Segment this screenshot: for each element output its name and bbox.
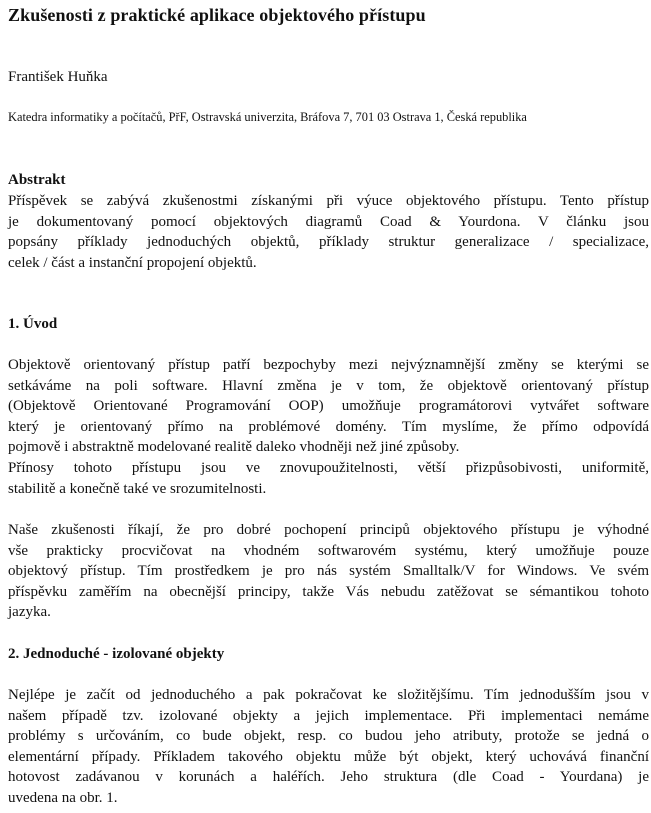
abstract-paragraph	[8, 191, 649, 273]
paragraph-line: stabilitě a konečně také ve srozumitelnosti.	[8, 480, 267, 497]
section-1-paragraph-3	[8, 520, 649, 623]
section-1-paragraph-2	[8, 458, 649, 499]
abstract-heading: Abstrakt	[8, 172, 66, 188]
paragraph-line: našem případě tzv. izolované objekty a jejich implementace. Při implementaci nemáme	[8, 707, 649, 724]
section-1-heading: 1. Úvod	[8, 316, 58, 332]
paper-title: Zkušenosti z praktické aplikace objektového přístupu	[8, 5, 426, 25]
paragraph-line: hotovost zadávanou v korunách a haléřích. Jeho struktura (dle Coad - Yourdana) je	[8, 769, 649, 785]
author-name: František Huňka	[8, 69, 108, 85]
paragraph-line: (Objektově Orientované Programování OOP) umožňuje programátorovi vytvářet software	[8, 398, 649, 414]
paragraph-line: Naše zkušenosti říkají, že pro dobré pochopení principů objektového přístupu je výhodné	[8, 522, 649, 538]
paragraph-line: Objektově orientovaný přístup patří bezpochyby mezi nejvýznamnější změny se kterými se	[8, 357, 649, 373]
paragraph-line: který je orientovaný přímo na problémové domény. Tím myslíme, že přímo odpovídá	[8, 418, 649, 435]
author-affiliation: Katedra informatiky a počítačů, PřF, Ostravská univerzita, Bráfova 7, 701 03 Ostrava 1, Česká republika	[8, 110, 527, 124]
abstract-line: celek / část a instanční propojení objektů.	[8, 254, 257, 271]
paragraph-line: Přínosy tohoto přístupu jsou ve znovupoužitelnosti, větší přizpůsobivosti, uniformitě,	[8, 460, 649, 476]
paragraph-line: problémy s určováním, co bude objekt, resp. co budou jeho atributy, protože se jedná o	[8, 728, 649, 744]
section-1-paragraph-1	[8, 355, 649, 458]
paragraph-line: vše prakticky procvičovat na vhodném softwarovém systému, který umožňuje pouze	[8, 542, 649, 559]
abstract-line: je dokumentovaný pomocí objektových diagramů Coad & Yourdona. V článku jsou	[8, 213, 649, 230]
paragraph-line: příspěvku zaměřím na obecnější principy, takže Vás nebudu zatěžovat se sémantikou tohoto	[8, 583, 649, 600]
paragraph-line: Nejlépe je začít od jednoduchého a pak pokračovat ke složitějšímu. Tím jednodušším jsou v	[8, 687, 649, 703]
abstract-line: Příspěvek se zabývá zkušenostmi získanými při výuce objektového přístupu. Tento přístup	[8, 193, 649, 209]
section-2-heading: 2. Jednoduché - izolované objekty	[8, 646, 225, 662]
paragraph-line: setkáváme na poli software. Hlavní změna je v tom, že objektově orientovaný přístup	[8, 377, 649, 394]
paragraph-line: objektový přístup. Tím prostředkem je pro nás systém Smalltalk/V for Windows. Ve svém	[8, 563, 649, 579]
paragraph-line: uvedena na obr. 1.	[8, 789, 118, 806]
paragraph-line: pojmově i abstraktně modelované realitě daleko vhodněji než jiné způsoby.	[8, 439, 460, 455]
paragraph-line: jazyka.	[8, 604, 51, 620]
paragraph-line: elementární případy. Příkladem takového objektu může být objekt, který uchovává finanční	[8, 748, 649, 765]
abstract-line: popsány příklady jednoduchých objektů, příklady struktur generalizace / specializace,	[8, 234, 649, 250]
section-2-paragraph-1	[8, 685, 649, 808]
